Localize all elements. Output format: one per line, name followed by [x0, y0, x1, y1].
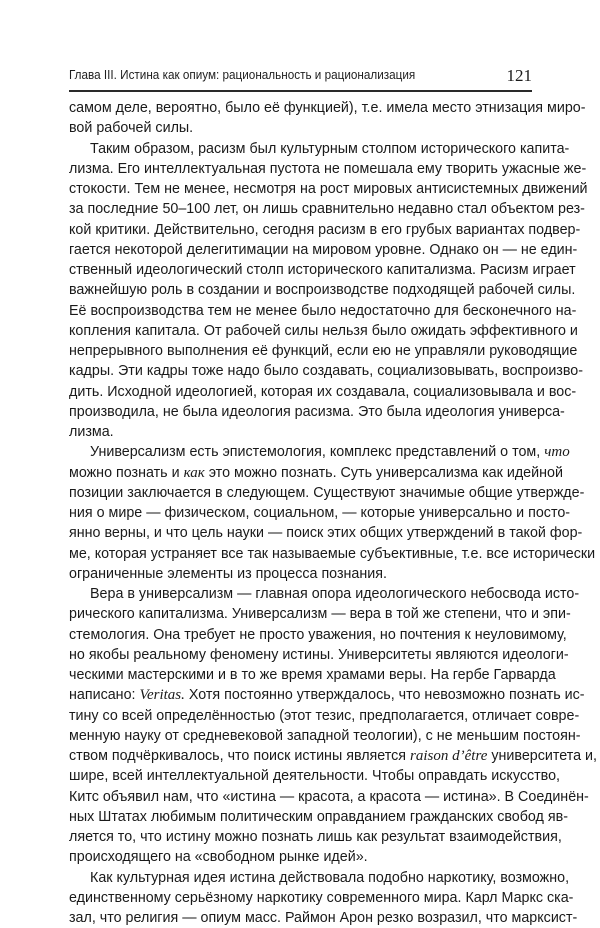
- text-line: [69, 442, 532, 462]
- text-line: ственный идеологический столп исторического капитализма. Расизм играет: [69, 260, 532, 280]
- paragraph: [69, 139, 532, 443]
- text-line: рического капитализма. Универсализм — вера в той же степени, что и эпи-: [69, 604, 532, 624]
- text-line: менную науку от средневековой западной теологии), с не меньшим постоян-: [69, 726, 532, 746]
- text-line: ных Штатах любимым политическим оправданием гражданских свобод яв-: [69, 807, 532, 827]
- text-run: можно познать и: [69, 465, 184, 481]
- italic-term: что: [544, 444, 570, 460]
- running-head: [69, 66, 532, 86]
- italic-term: raison d’être: [410, 748, 487, 764]
- text-line: непрерывного выполнения её функций, если ею не управляли руководящие: [69, 341, 532, 361]
- paragraph: [69, 584, 532, 868]
- text-line: позиции заключается в следующем. Существуют значимые общие утвержде-: [69, 483, 532, 503]
- text-line: Китс объявил нам, что «истина — красота, а красота — истина». В Соединён-: [69, 787, 532, 807]
- text-line: Как культурная идея истина действовала подобно наркотику, возможно,: [69, 868, 532, 888]
- text-line: ограниченные элементы из процесса познания.: [69, 564, 532, 584]
- text-line: зал, что религия — опиум масс. Раймон Арон резко возразил, что марксист-: [69, 908, 532, 928]
- text-run: это можно познать. Суть универсализма как идейной: [205, 465, 563, 481]
- italic-term: Veritas.: [139, 687, 184, 703]
- text-line: ме, которая устраняет все так называемые субъективные, т.е. все исторически: [69, 544, 532, 564]
- text-line: дить. Исходной идеологией, которая их создавала, социализовывала и вос-: [69, 382, 532, 402]
- text-line: [69, 685, 532, 705]
- chapter-running-title: Глава III. Истина как опиум: рациональность и рационализация: [69, 68, 415, 82]
- page-number: 121: [507, 66, 533, 86]
- text-line: Вера в универсализм — главная опора идеологического небосвода исто-: [69, 584, 532, 604]
- header-rule-divider: [69, 90, 532, 92]
- text-line: ния о мире — физическом, социальном, — которые универсально и посто-: [69, 503, 532, 523]
- text-line: кадры. Эти кадры тоже надо было создавать, социализовывать, воспроизво-: [69, 361, 532, 381]
- text-line: [69, 463, 532, 483]
- text-line: единственному серьёзному наркотику современного мира. Карл Маркс ска-: [69, 888, 532, 908]
- text-line: происходящего на «свободном рынке идей».: [69, 847, 532, 867]
- text-line: кой критики. Действительно, сегодня расизм в его грубых вариантах подвер-: [69, 220, 532, 240]
- text-line: вой рабочей силы.: [69, 118, 532, 138]
- text-line: гается некоторой делегитимации на мировом уровне. Однако он — не един-: [69, 240, 532, 260]
- text-run: университета и,: [487, 748, 597, 764]
- text-line: стемология. Она требует не просто уважения, но почтения к неуловимому,: [69, 625, 532, 645]
- text-line: Её воспроизводства тем не менее было недостаточно для бесконечного на-: [69, 301, 532, 321]
- text-run: написано:: [69, 687, 139, 703]
- text-line: стокости. Тем не менее, несмотря на рост мировых антисистемных движений: [69, 179, 532, 199]
- text-line: Таким образом, расизм был культурным столпом исторического капита-: [69, 139, 532, 159]
- text-line: лизма.: [69, 422, 532, 442]
- paragraph: [69, 442, 532, 584]
- text-line: копления капитала. От рабочей силы нельзя было ожидать эффективного и: [69, 321, 532, 341]
- text-line: тину со всей определённостью (этот тезис, предполагается, отличает совре-: [69, 706, 532, 726]
- text-line: янно верны, и что цель науки — поиск этих общих утверждений в такой фор-: [69, 523, 532, 543]
- text-run: Хотя постоянно утверждалось, что невозможно познать ис-: [185, 687, 585, 703]
- text-line: важнейшую роль в создании и воспроизводстве подходящей рабочей силы.: [69, 280, 532, 300]
- text-line: за последние 50–100 лет, он лишь сравнительно недавно стал объектом рез-: [69, 199, 532, 219]
- text-line: но якобы реальному феномену истины. Университеты являются идеологи-: [69, 645, 532, 665]
- paragraph: [69, 868, 532, 928]
- body-text: [69, 98, 532, 928]
- text-line: самом деле, вероятно, было её функцией), т.е. имела место этнизация миро-: [69, 98, 532, 118]
- italic-term: как: [184, 465, 205, 481]
- paragraph: [69, 98, 532, 139]
- text-run: Универсализм есть эпистемология, комплекс представлений о том,: [90, 444, 544, 460]
- text-line: шире, всей интеллектуальной деятельности. Чтобы оправдать искусство,: [69, 766, 532, 786]
- text-line: производила, не была идеология расизма. Это была идеология универса-: [69, 402, 532, 422]
- text-line: ляется то, что истину можно познать лишь как результат взаимодействия,: [69, 827, 532, 847]
- text-run: ством подчёркивалось, что поиск истины является: [69, 748, 410, 764]
- text-line: ческими мастерскими и в то же время храмами веры. На гербе Гарварда: [69, 665, 532, 685]
- text-line: [69, 746, 532, 766]
- text-line: лизма. Его интеллектуальная пустота не помешала ему творить ужасные же-: [69, 159, 532, 179]
